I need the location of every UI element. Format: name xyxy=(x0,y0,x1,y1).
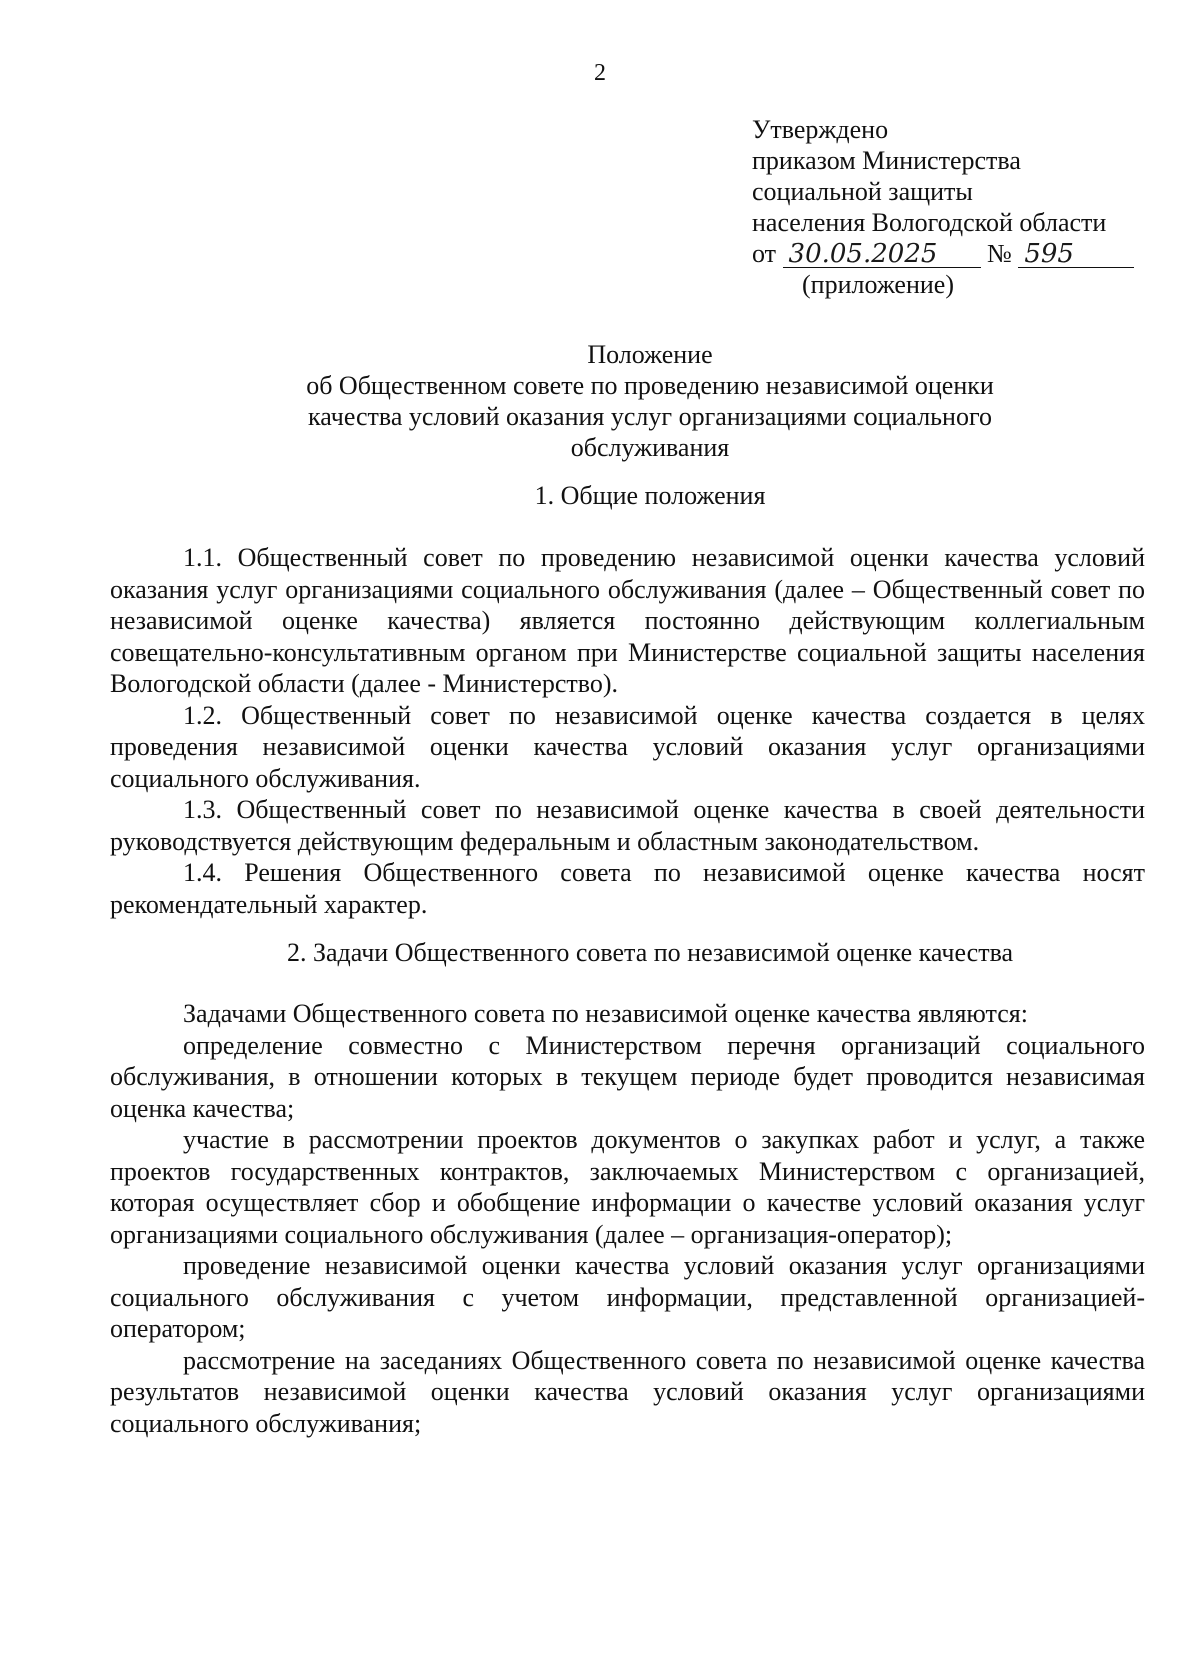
handwritten-number: 595 xyxy=(1018,241,1134,268)
title-line-4: обслуживания xyxy=(570,433,730,462)
approval-note: (приложение) xyxy=(802,270,955,299)
paragraph-1-4: 1.4. Решения Общественного совета по независимой оценке качества носят рекомендательный характер. xyxy=(110,858,1145,919)
page-number: 2 xyxy=(594,60,606,86)
paragraph-2-item-4: рассмотрение на заседаниях Общественного совета по независимой оценке качества результатов независимой оценки качества условий оказания услуг организациями социального обслуживания; xyxy=(110,1345,1145,1438)
paragraph-2-item-1: определение совместно с Министерством перечня организаций социального обслуживания, в отношении которых в текущем периоде будет проводится независимая оценка качества; xyxy=(110,1030,1145,1123)
paragraph-2-intro: Задачами Общественного совета по независимой оценке качества являются: xyxy=(183,999,1028,1028)
title-line-1: Положение xyxy=(587,340,713,369)
number-prefix: № xyxy=(987,239,1012,268)
approval-line-3: социальной защиты xyxy=(752,177,973,206)
title-line-2: об Общественном совете по проведению независимой оценки xyxy=(306,371,994,400)
paragraph-1-2: 1.2. Общественный совет по независимой оценке качества создается в целях проведения независимой оценки качества условий оказания услуг организациями социального обслуживания. xyxy=(110,700,1145,793)
paragraph-2-item-3: проведение независимой оценки качества условий оказания услуг организациями социального обслуживания с учетом информации, представленной организацией-оператором; xyxy=(110,1251,1145,1343)
approval-date-row xyxy=(752,238,1172,269)
paragraph-1-3: 1.3. Общественный совет по независимой оценке качества в своей деятельности руководствуется действующим федеральным и областным законодательством. xyxy=(110,795,1145,856)
section-2-body xyxy=(110,998,1145,1439)
section-1-heading: 1. Общие положения xyxy=(534,481,766,510)
approval-line-1: Утверждено xyxy=(752,115,889,144)
section-1-body xyxy=(110,542,1145,920)
approval-line-2: приказом Министерства xyxy=(752,146,1021,175)
handwritten-date: 30.05.2025 xyxy=(783,241,981,268)
date-prefix: от xyxy=(752,239,777,268)
approval-stamp xyxy=(752,114,1172,300)
paragraph-1-1: 1.1. Общественный совет по проведению независимой оценки качества условий оказания услуг организациями социального обслуживания (далее – Общественный совет по независимой оценке качества) является постоянно действующим коллегиальным совещательно-консультативным органом при Министерстве социальной защиты населения Вологодской области (далее - Министерство). xyxy=(110,543,1145,698)
paragraph-2-item-2: участие в рассмотрении проектов документов о закупках работ и услуг, а также проектов государственных контрактов, заключаемых Министерством с организацией, которая осуществляет сбор и обобщение информации о качестве условий оказания услуг организациями социального обслуживания (далее – организация-оператор); xyxy=(110,1125,1145,1249)
approval-line-4: населения Вологодской области xyxy=(752,208,1107,237)
section-2-heading: 2. Задачи Общественного совета по независимой оценке качества xyxy=(286,938,1014,967)
document-title xyxy=(110,339,1190,463)
title-line-3: качества условий оказания услуг организациями социального xyxy=(308,402,992,431)
